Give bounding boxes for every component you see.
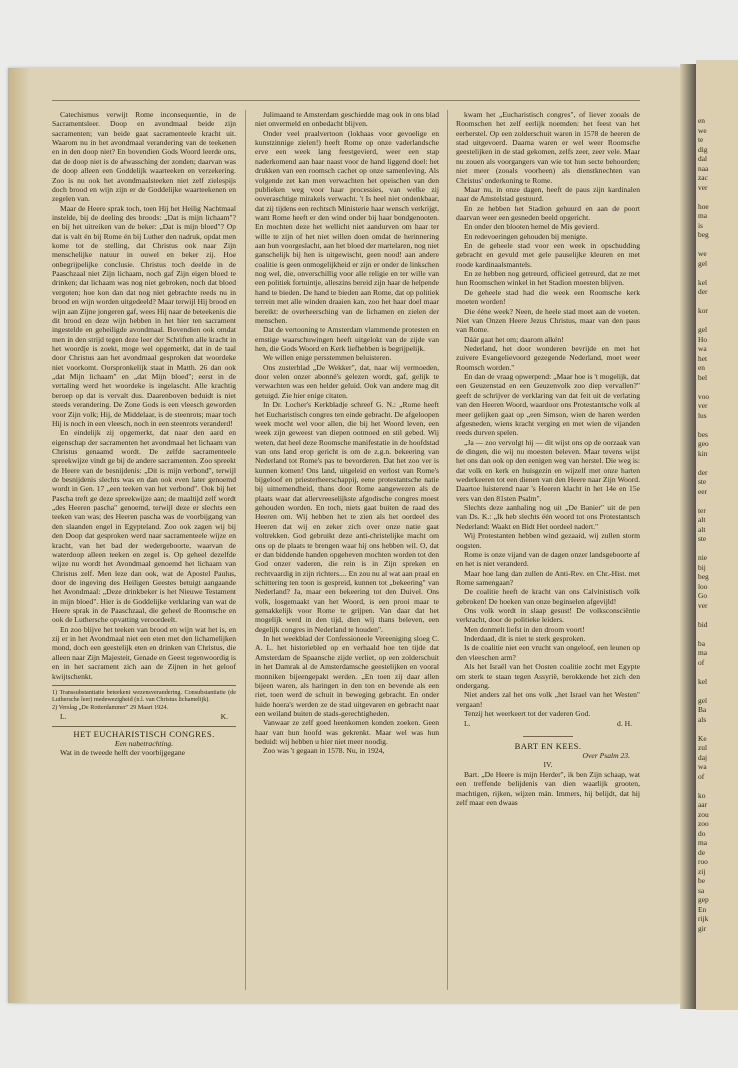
facing-page-fragment: gel: [698, 258, 708, 268]
paragraph: Slechts deze aanhaling nog uit „De Banier" uit de pen van Ds. K.: „Ik heb slechts één woord tot ons Protestantsch Nederland: Waakt en Bidt Het oordeel nadert.": [456, 503, 640, 531]
facing-page-fragment: [698, 420, 738, 430]
facing-page-fragment: [698, 610, 738, 620]
facing-page-fragment: en: [698, 116, 705, 125]
facing-page-fragment: [698, 192, 738, 202]
facing-page-fragment: ko: [698, 790, 706, 800]
facing-page-fragment: gel: [698, 695, 708, 705]
facing-page-fragment: En: [698, 904, 707, 914]
facing-page-fragment: [698, 544, 738, 554]
facing-page-fragment: sa: [698, 885, 705, 895]
paragraph: En ze hebben het Stadion gehuurd en aan de poort daarvan weer een gesneden beeld opgericht.: [456, 203, 640, 222]
facing-page-fragment: [698, 316, 738, 326]
paragraph: Ons volk wordt in slaap gesust! De volksconsciëntie verkracht, door de politieke leiders.: [456, 606, 640, 625]
facing-page-text: [698, 116, 738, 933]
facing-page-fragment: ste: [698, 477, 707, 486]
facing-page-fragment: [698, 667, 738, 677]
facing-page-fragment: als: [698, 714, 707, 724]
facing-page-fragment: do: [698, 828, 706, 838]
facing-page-fragment: [698, 724, 738, 734]
facing-page-fragment: gir: [698, 923, 707, 933]
paragraph: kwam het „Eucharistisch congres", of liever zooals de Roomschen het zelf eerlijk noemden: het feest van het eerherstel. Op een zolderschuit waren in 1578 de heeren de stad uitgevoerd. Daarna waren er wel weer Roomsche geestelijken in de stad gekomen, zelfs zeer, zeer vele. Maar nu zouen als voorgangers van wie tot hun secte behoorden; niet meer (zooals voorheen) als dienstknechten van Christus' onderkoning te Rome.: [456, 110, 640, 185]
paragraph: In het weekblad der Confessioneele Vereeniging sloeg C. A. L. het historiebled op en verhaald hoe ten tijde dat Amsterdam de Spaansche zijde verliet, op een zolderschuit in het Damrak al de Amsterdamsche geestelijken en vooral monniken bijeengepakt werden. „En toen zij daar allen bijeen waren, als haringen in den ton en bevende als een riet, toen werd de schuit in beweging gebracht. En onder luide hoera's werden ze de stad uitgevaren en gebracht naar een weiland buiten de stads-gerechtigheden.: [255, 634, 439, 718]
section-rule: [523, 736, 573, 737]
facing-page-fragment: we: [698, 249, 707, 258]
footnote: 2) Verslag „De Rotterdammer" 29 Maart 1924.: [52, 703, 168, 711]
facing-page-fragment: alt: [698, 515, 706, 524]
facing-page-fragment: ter: [698, 505, 706, 515]
paragraph: Catechismus verwijt Rome inconsequentie, in de Sacramentsleer. Doop en avondmaal beide zijn sacramenten; van beide gaat sacramenteele kracht uit. Waarom nu in het avondmaal verandering van de teekenen en in den doop niet? En bovendien Gods Woord leerde ons, dat de doop niet is de afwassching der zonden; daarvan was de doop alleen een Goddelijk waarteeken en verzekering. Zoo is nu ook het avondmaalsteeken niet zelf zielespijs doch brood en wijn zijn er de Goddelijke waarteekenen en zegelen van.: [52, 110, 236, 204]
paragraph: Maar de Heere sprak toch, toen Hij het Heilig Nachtmaal instelde, bij de deeling des broods: „Dat is mijn lichaam"? en bij het uitreiken van de beker: „Dat is mijn bloed"? Op dat is valt én bij Rome én bij Luther den nadruk, opdat men kome tot de stelling, dat Christus ook naar Zijn menschelijke natuur in ouwel en beker zij. Hoe onbegrijpelijke conclusie. Christus toch deelde in de Paaschzaal niet Zijn lichaam, noch gaf Zijn eigen bloed te drinken; dat lichaam was nog niet gebroken, noch dat bloed vergoten; hoe kon dan dat nog niet gebrachte reeds nu in brood en wijn worden uitgedeeld? Maar terwijl Hij brood en wijn aan Zijne jongeren gaf, wees Hij naar de beteekenis die dit brood en deze wijn hebben in het hier ten sacrament ingestelde en geheiligde avondmaal. Bovendien ook omdat men in den strijd tegen deze leer der Schriften alle kracht in het woordje is zoekt, moge wel opgemerkt, dat in de taal door Christus aan het avondmaal gesproken dat woordeke niet voorkomt. Oorspronkelijk staat in Matth. 26 dan ook „dat Mijn lichaam" en „dat Mijn bloed"; eerst in de vertaling werd het woordeke is ingelascht. Alle krachtig beroep op dat is vervalt dus. Daarenboven beduidt is niet steeds verandering. De Zone Gods is een vleesch geworden voor Zijn volk; Hij, de Middelaar, is de steenrots; maar toch Hij is noch in een vleesch, noch in een steenrots veranderd!: [52, 203, 236, 428]
paragraph: De geheele stad had die week een Roomsche kerk moeten worden!: [456, 287, 640, 307]
column-3-paragraphs: [456, 110, 640, 718]
facing-page-fragment: lus: [698, 410, 707, 420]
facing-page-fragment: de: [698, 847, 705, 857]
facing-page-fragment: [698, 496, 738, 506]
facing-page-fragment: zoo: [698, 819, 709, 828]
facing-page-fragment: ma: [698, 211, 708, 220]
paragraph: Maar nu, in onze dagen, heeft de paus zijn kardinalen naar de Amstelstad gestuurd.: [456, 184, 640, 204]
facing-page-fragment: beg: [698, 230, 709, 239]
facing-page-fragment: voo: [698, 391, 710, 401]
facing-page-fragment: der: [698, 467, 708, 477]
article-start: Wat in de tweede helft der voorbijgegane: [60, 748, 186, 758]
article-subtitle: Een nabetrachting.: [114, 738, 174, 748]
signature-line: [456, 719, 640, 728]
paragraph: Dáár gaat het om; daarom alkén!: [464, 334, 564, 344]
facing-page-fragment: zul: [698, 743, 708, 752]
paragraph: En dan de vraag opwerpend: „Maar hoe is 't mogelijk, dat een Geuzenstad en een Geuzenvolk zoo diep vervallen?" geeft de schrijver de verklaring van dat feit uit de verlating van den Heeren Woord, waardoor ons Protestantsche volk al meer gelijken gaat op „een Simson, wien de haren werden afgesneden, wiens kracht verging en met wien de vijanden reeds durven spelen.: [456, 372, 640, 438]
facing-page-fragment: te: [698, 135, 704, 144]
signature-left: L.: [464, 719, 471, 729]
section-number: IV.: [543, 760, 553, 770]
facing-page-fragment: wa: [698, 344, 707, 353]
paragraph: Wij Protestanten hebben wind gezaaid, wij zullen storm oogsten.: [456, 531, 640, 550]
facing-page-fragment: Ba: [698, 705, 707, 714]
facing-page-fragment: bes: [698, 429, 708, 439]
section-reference: Over Psalm 23.: [582, 751, 630, 761]
column-2: [255, 110, 439, 990]
facing-page-fragment: of: [698, 771, 705, 781]
facing-page-fragment: dig: [698, 144, 708, 154]
paragraph: Ons zusterblad „De Wekker", dat, naar wij vermoeden, door velen onzer abonné's gelezen wordt, gaf, gelijk te verwachten was een helder geluid. Ook van andere mag dit getuigd. Zie hier enige citaten.: [255, 362, 439, 400]
column-3: [456, 110, 640, 990]
facing-page-fragment: ba: [698, 638, 705, 648]
facing-page-fragment: be: [698, 876, 705, 885]
paragraph: Maar hoe lang dan zullen de Anti-Rev. en Chr.-Hist. met Rome samengaan?: [456, 568, 640, 587]
facing-page-fragment: [698, 382, 738, 392]
section-rule: [52, 726, 236, 727]
facing-page-fragment: zac: [698, 173, 708, 182]
facing-page-fragment: wa: [698, 762, 707, 771]
facing-page-fragment: geo: [698, 439, 709, 448]
facing-page-fragment: het: [698, 353, 708, 363]
facing-page-fragment: kel: [698, 277, 708, 287]
paragraph: Inderdaad, dit is niet te sterk gesproken.: [464, 634, 586, 644]
facing-page-fragment: Go: [698, 591, 708, 600]
facing-page-fragment: kin: [698, 448, 708, 458]
facing-page-fragment: aar: [698, 800, 708, 809]
signature-line: [52, 712, 236, 721]
paragraph: En onder den blooten hemel de Mis gevierd.: [464, 222, 599, 232]
facing-page-fragment: ma: [698, 648, 708, 657]
paragraph: En eindelijk zij opgemerkt, dat naar den aard en eigenschap der sacramenten het avondmaal het lichaam van Christus genaamd wordt. De zelfde sacramenteele spreekwijze vindt ge bij de andere sacramenten. Zoo spreekt de Heere van de besnijdenis: „Dit is mijn verbond", terwijl de besnijdenis slechts was en dan ook even later genoemd wordt in Gen. 17 „een teeken van het verbond". Ook bij het Pascha treft ge deze spreekwijze aan; de maaltijd zelf wordt „des Heeren pascha" genoemd, terwijl deze er slechts een teeken van was; des Heeren pascha was de voorbijgang van den slaanden engel in Egypteland. Zoo ook zagen wij bij den Doop dat gesproken werd naar sacramenteele wijze en kracht, van het bad der wedergeboorte, waarvan de waterdoop alleen teeken en zegel is. Op geheel dezelfde wijze nu wordt het Avondmaal genoemd het lichaam van Christus zelf. Men leze dan ook, wat de Apostel Paulus, door de ingeving des Heiligen Geestes betuigt aangaande het Avondmaal: „Deze drinkbeker is het Nieuwe Testament in mijn bloed". Hier is de Goddelijke verklaring van wat de Heere sprak in de Paaschzaal, die geheel de Roomsche en ook de Luthersche opvatting veroordeelt.: [52, 428, 236, 625]
facing-page-fragment: zou: [698, 809, 709, 819]
facing-page-fragment: naa: [698, 163, 709, 173]
section-start: Bart. „De Heere is mijn Herder", ik ben Zijn schaap, wat een treffende belijdenis van dien waarlijk grooten, machtigen, rijken, wijzen mán. Immers, hij belijdt, dat hij zelf maar een dwaas: [456, 769, 640, 807]
facing-page-fragment: nie: [698, 553, 708, 562]
facing-page-fragment: bel: [698, 372, 708, 382]
paragraph: Die ééne week? Neen, de heele stad moet aan de voeten. Niet van Onzen Heere Jezus Christus, maar van den paus van Rome.: [456, 306, 640, 335]
column-1-paragraphs: [52, 110, 236, 681]
footnote: 1) Transsubstantiatie beteekent wezensverandering. Consubstantiatie (de Luthersche leer) medewezigheid (n.l. van Christus lichamelijk).: [52, 688, 236, 704]
facing-page-fragment: daj: [698, 752, 708, 762]
paragraph: Tenzij het weerkeert tot der vaderen God.: [464, 709, 591, 718]
facing-page-fragment: kel: [698, 676, 708, 686]
paragraph: Is de coalitie niet een vrucht van ongeloof, een leunen op den vleeschen arm?: [456, 643, 640, 662]
facing-page-fragment: ver: [698, 182, 708, 192]
signature-right: K.: [220, 712, 228, 722]
paragraph: En zoo blijve het teeken van brood en wijn wat het is, en zij er in het Avondmaal niet een eten met den lichamelijken mond, doch een geestelijk eten en drinken van Christus, die alleen naar Zijn Majesteit, Genade en Geest tegenwoordig is en in het sacrament zich aan de Zijnen in het geloof kwijtschenkt.: [52, 624, 236, 681]
paragraph: We willen enige persstemmen beluisteren.: [263, 353, 392, 363]
paragraph: Rome is onze vijand van de dagen onzer landsgeboorte af en het is niet veranderd.: [456, 549, 640, 569]
paragraph: Niet anders zal het ons volk „het Israel van het Westen" vergaan!: [456, 690, 640, 709]
facing-page-fragment: zij: [698, 866, 706, 876]
paragraph: Als het Israël van het Oosten coalitie zocht met Egypte om sterk te staan tegen Assyrië, berokkende het zich den ondergang.: [456, 662, 640, 690]
paragraph: En de geheele stad voor een week in opschudding gebracht en gevuld met gele pauselijke kleuren en met roode kardinaalsmantels.: [456, 241, 640, 269]
facing-page-fragment: Ke: [698, 733, 707, 743]
facing-page-fragment: der: [698, 287, 708, 296]
facing-page-fragment: bid: [698, 619, 708, 629]
facing-page-fragment: roo: [698, 857, 708, 866]
footnote-rule: [52, 685, 236, 686]
facing-page-fragment: [698, 781, 738, 791]
paragraph: In Dr. Locher's Kerkbladje schreef G. N.: „Rome heeft het Eucharistisch congres ten einde gebracht. De afgeloopen week mocht wel voor allen, die bij het Woord leven, een week zijn geweest van diepen ootmoed en stil gebed. Wij weten, dat heel deze Roomsche manifestatie in de hoofdstad van ons land erop gericht is om de z.g.n. bekeering van Nederland tot Rome's pas te bevorderen. Dat het zoo ver is kunnen komen! Ons land, uitgeleid en verlost van Rome's bijgeloof en priesterheerschappij, eene protestantsche natie bij uitnemendheid, thans door Rome aangewezen als de plaats waar dat allervreeselijkste afgodische congres moest gehouden worden. En toch, niets gaat buiten de raad des Heeren om. Wij hebben het te zien als het oordeel des Heeren dat wij en zeker zich over onze natie gaat voltrekken. God gebruikt deze anti-christelijke macht om ons op de plaats te brengen waar hij ons hebben wil. O, dat er dan biddende handen opgeheven mochten worden tot den God onzer vaderen, die rein is in Zijn spreken en rechtvaardig in zijn richters.... En zou nu al wat aan praal en schittering ten toon is gespreid, kunnen tot „bekeering" van Nederland? Ja, maar een bekeering tot den Duivel. Ons volk, losgemaakt van het Woord, is een prooi maar te gemakkelijk voor Rome te grijpen. Van daar dat het mogelijk werd in den tijd, dien wij thans beleven, een degelijk congres in Nederland te houden".: [255, 400, 439, 634]
column-divider: [447, 110, 448, 990]
facing-page-fragment: ver: [698, 401, 708, 410]
facing-page-fragment: en: [698, 363, 705, 372]
paragraph: De coalitie heeft de kracht van ons Calvinistisch volk gebroken! De hoeken van onze beginselen afgevijld!: [456, 587, 640, 606]
facing-page: [696, 60, 738, 1010]
paragraph: Julimaand te Amsterdam geschiedde mag ook in ons blad niet onvermeld en onbedacht blijven.: [255, 110, 439, 129]
signature-left: L.: [60, 712, 67, 722]
facing-page-fragment: gep: [698, 895, 709, 904]
column-divider: [245, 110, 246, 990]
facing-page-fragment: dal: [698, 154, 708, 163]
paragraph: En ze hebben nog getreurd, officieel getreurd, dat ze met hun Roomschen winkel in het Stadion moesten blijven.: [456, 269, 640, 288]
facing-page-fragment: loo: [698, 581, 708, 591]
top-rule: [52, 100, 640, 101]
facing-page-fragment: is: [698, 220, 703, 230]
paragraph: Men donmelt liefst in den droom voort!: [464, 624, 585, 634]
column-1: [52, 110, 236, 990]
facing-page-fragment: ma: [698, 838, 708, 847]
facing-page-fragment: kor: [698, 306, 708, 315]
facing-page-fragment: [698, 240, 738, 250]
facing-page-fragment: ste: [698, 534, 707, 543]
paragraph: Onder veel praalvertoon (lokhaas voor gevoelige en kunstzinnige zielen!) heeft Rome op onze vaderlandsche erve een week lang feestgevierd, weer een stap naderkomend aan haar naast voor de hand liggend doel: het drukken van een roomsch cachet op onze samenleving. Als volgende zet kan men verwachten het opeischen van den publieken weg voor haar processies, van welke zij ooveraschtige mirakels verwacht. 't Is heel niet ondenkbaar, dat zij tijdens een rechtsch Ministerie haar wensch verkrijgt, want Rome heeft er den wind onder bij haar bondgenooten. En mochten deze het wellicht niet aandurven om haar ter wille te zijn of het niet willen doen omdat de herinnering aan hun voorgeslacht, aan het bloed der martelaren, nog niet ganschelijk bij hen is uitgewischt, geen nood! aan andere coalitie is geen onmogelijkheid er zijn er onder de linkschen nog wel, die, onverschillig voor alle religie en ter wille van een politiek fortuintje, alleszins bereid zijn haar de helpende hand te bieden. De hand te bieden aan Rome, dat op politiek terrein met alle winden draaien kan, zoo het haar doel maar bereikt: de overheersching van de lichamen en zielen der menschen.: [255, 128, 439, 325]
paragraph: Dat de vertooning te Amsterdam vlammende protesten en ernstige waarschuwingen heeft uitgelokt van de zijde van hen, die Gods Woord en Kerk liefhebben is begrijpelijk.: [255, 325, 439, 353]
facing-page-fragment: [698, 297, 738, 307]
facing-page-fragment: we: [698, 125, 707, 135]
facing-page-fragment: [698, 268, 738, 278]
facing-page-fragment: gel: [698, 325, 708, 334]
facing-page-fragment: alt: [698, 524, 706, 534]
facing-page-fragment: hoe: [698, 201, 709, 211]
paragraph: „Ja — zoo vervolgt hij — dit wijst ons op de oorzaak van de dingen, die wij nu moesten beleven. Maar tevens wijst het ons dan ook op den eenigen weg van herstel. Die weg is: dat volk en kerk en huisgezin en wijzelf met onze harten wederkeeren tot een dienen van den Heere naar Zijn Woord. Daartoe luisterend naar 's Heeren klacht in het 14e en 15e vers van den 81sten Psalm".: [456, 437, 640, 503]
facing-page-fragment: ver: [698, 600, 708, 610]
paragraph: En redevoeringen gehouden bij menigte.: [464, 231, 588, 241]
facing-page-fragment: rijk: [698, 914, 709, 923]
facing-page-fragment: [698, 686, 738, 696]
article-title: HET EUCHARISTISCH CONGRES.: [73, 728, 215, 739]
paragraph: Nederland, het door wonderen bevrijde en met het zuivere Evangelievoord gezegende Nederland, moet weer Roomsch worden.": [456, 343, 640, 372]
section-title: BART EN KEES.: [514, 740, 582, 751]
paragraph: Zoo was 't gegaan in 1578. Nu, in 1924,: [263, 746, 385, 756]
facing-page-fragment: Ho: [698, 334, 708, 344]
facing-page-fragment: bij: [698, 562, 706, 572]
paragraph: Vanwaar ze zelf goed heenkomen konden zoeken. Geen haar van hun hoofd was gekrenkt. Maar wel was hun beduid: wij hebben u hier niet meer noodig.: [255, 718, 439, 747]
facing-page-fragment: eer: [698, 486, 708, 496]
facing-page-fragment: [698, 629, 738, 639]
signature-right: d. H.: [617, 719, 632, 729]
binding-gutter: [680, 64, 696, 1009]
facing-page-fragment: beg: [698, 572, 709, 581]
facing-page-fragment: of: [698, 657, 705, 667]
column-2-paragraphs: [255, 110, 439, 756]
facing-page-fragment: [698, 458, 738, 468]
